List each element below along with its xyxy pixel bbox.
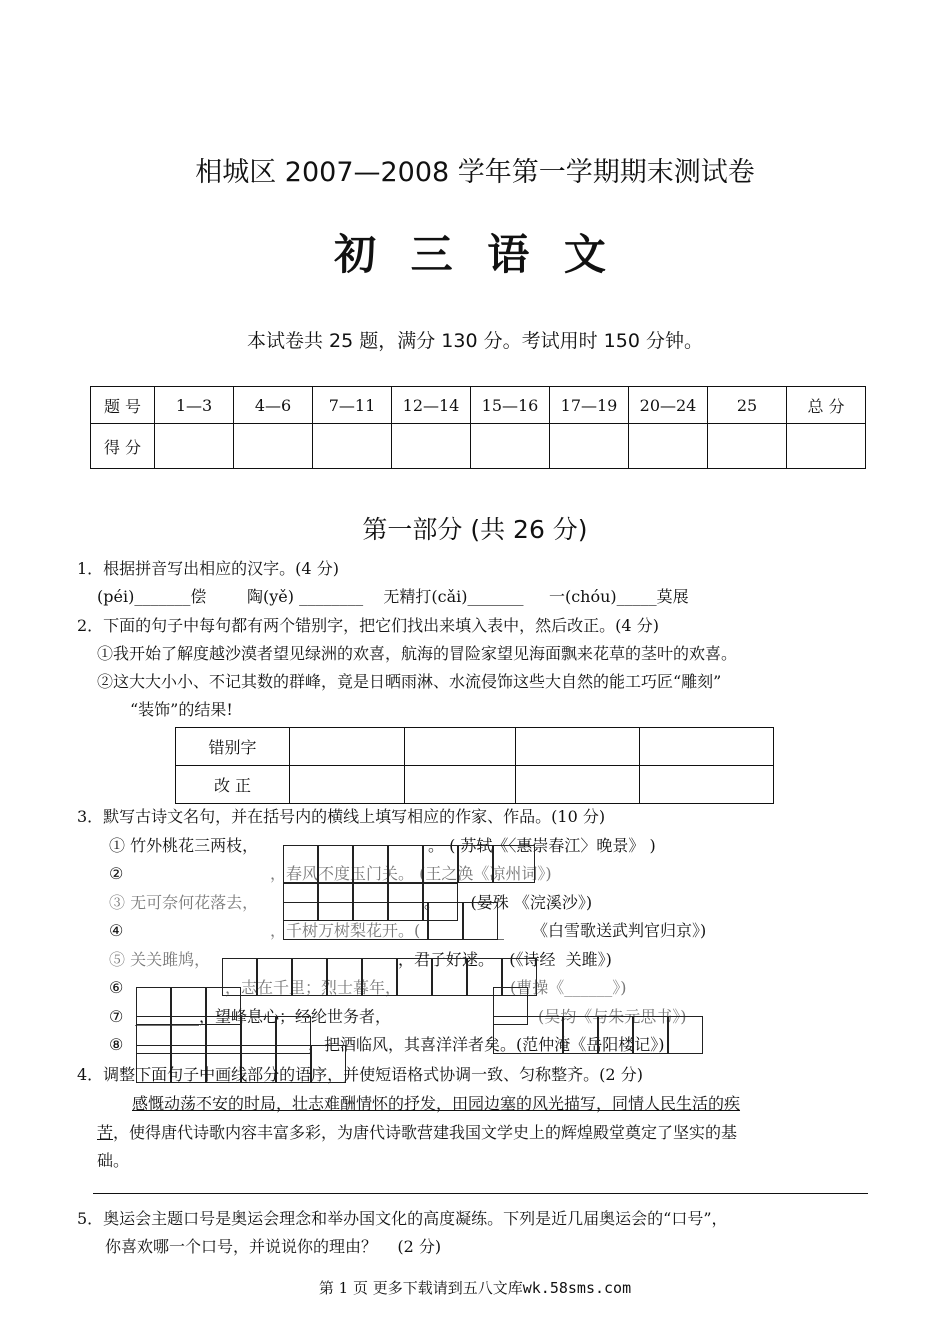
score-header-cell: 12—14 <box>392 387 471 424</box>
score-header-cell: 1—3 <box>155 387 234 424</box>
q4-paragraph-cont: ，使得唐代诗歌内容丰富多彩，为唐代诗歌营建我国文学史上的辉煌殿堂奠定了坚实的基 <box>113 1123 738 1142</box>
q3-line-7c: (吴均《与朱元思书》) <box>538 1007 687 1026</box>
q2-answer-cell[interactable] <box>405 728 516 766</box>
char-box[interactable] <box>283 845 318 883</box>
q2-sentence-2-cont: “装饰”的结果! <box>130 700 233 719</box>
q3-line-3b: 。 (晏殊 《浣溪沙》) <box>424 893 593 912</box>
part-heading: 第一部分 (共 26 分) <box>362 515 588 544</box>
char-box[interactable] <box>397 958 432 996</box>
char-box[interactable] <box>318 845 353 883</box>
char-box[interactable] <box>388 845 423 883</box>
q3-line-4b: ，千树万树梨花开。( <box>270 921 421 940</box>
q3-line-2a: ② <box>109 864 124 883</box>
q2-answer-cell[interactable] <box>405 766 516 804</box>
q3-line-6b: ，志在千里；烈士暮年， <box>225 978 402 997</box>
q3-line-6a: ⑥ <box>109 978 124 997</box>
q3-line-8a: ⑧ <box>109 1035 124 1054</box>
char-box[interactable] <box>493 845 535 883</box>
score-input-cell[interactable] <box>787 424 866 469</box>
q5-stem-cont: 你喜欢哪一个口号，并说说你的理由？ (2 分) <box>105 1237 442 1256</box>
score-input-cell[interactable] <box>313 424 392 469</box>
q2-row-label: 改 正 <box>176 766 290 804</box>
score-input-cell[interactable] <box>708 424 787 469</box>
q4-underlined-end: 苦 <box>97 1123 114 1142</box>
score-table <box>90 386 866 469</box>
exam-info: 本试卷共 25 题，满分 130 分。考试用时 150 分钟。 <box>247 330 703 352</box>
q4-underlined-text: 感慨动荡不安的时局，壮志难酬情怀的抒发，田园边塞的风光描写，同情人民生活的疾 <box>132 1094 741 1113</box>
score-header-cell: 17—19 <box>550 387 629 424</box>
subject-title: 初 三 语 文 <box>334 230 616 279</box>
char-box-row[interactable] <box>283 902 428 940</box>
char-box[interactable] <box>292 958 327 996</box>
q2-answer-cell[interactable] <box>516 766 640 804</box>
score-header-cell: 15—16 <box>471 387 550 424</box>
footer-page-text: 第 1 页 更多下载请到五八文库 <box>318 1279 523 1297</box>
char-box[interactable] <box>563 1016 598 1054</box>
char-box[interactable] <box>327 958 362 996</box>
score-header-cell: 20—24 <box>629 387 708 424</box>
char-box[interactable] <box>257 958 292 996</box>
score-header-cell: 题 号 <box>91 387 155 424</box>
q1-items: (péi)_______偿 陶(yě) ________ 无精打(cǎi)_______ 一(chóu)_____莫展 <box>97 587 689 606</box>
q2-stem: 2．下面的句子中每句都有两个错别字，把它们找出来填入表中，然后改正。(4 分) <box>77 616 659 635</box>
score-header-cell: 4—6 <box>234 387 313 424</box>
q3-line-5b: ，君子好逑。 (《诗经 关雎》) <box>398 950 612 969</box>
score-input-cell[interactable] <box>392 424 471 469</box>
q3-line-3a: ③ 无可奈何花落去， <box>109 893 259 912</box>
q2-row-label: 错别字 <box>176 728 290 766</box>
q3-line-4d: 《白雪歌送武判官归京》) <box>532 921 707 940</box>
q3-line-2b: ，春风不度玉门关。 (王之涣《凉州词》) <box>270 864 552 883</box>
q3-line-7a: ⑦ <box>109 1007 124 1026</box>
q4-stem: 4．调整下面句子中画线部分的语序，并使短语格式协调一致、匀称整齐。(2 分) <box>77 1065 643 1084</box>
q2-sentence-2: ②这大大小小、不记其数的群峰，竟是日晒雨淋、水流侵饰这些大自然的能工巧匠“雕刻” <box>97 672 722 691</box>
char-box[interactable] <box>598 1016 633 1054</box>
exam-title: 相城区 2007—2008 学年第一学期期末测试卷 <box>195 157 755 188</box>
char-box[interactable] <box>463 902 498 940</box>
score-input-cell[interactable] <box>550 424 629 469</box>
answer-line[interactable] <box>93 1193 868 1194</box>
char-box[interactable] <box>493 1016 563 1054</box>
char-box[interactable] <box>633 1016 668 1054</box>
q2-answer-cell[interactable] <box>640 728 774 766</box>
q2-answer-table <box>175 727 774 804</box>
score-header-cell: 25 <box>708 387 787 424</box>
footer-site-link[interactable]: wk.58sms.com <box>522 1279 632 1297</box>
q1-stem: 1．根据拼音写出相应的汉字。(4 分) <box>77 559 339 578</box>
q3-line-8b: ，把酒临风，其喜洋洋者矣。(范仲淹《岳阳楼记》) <box>308 1035 665 1054</box>
char-box[interactable] <box>668 1016 703 1054</box>
score-header-cell: 总 分 <box>787 387 866 424</box>
q3-line-6c: (曹操《______》) <box>510 978 627 997</box>
char-box[interactable] <box>353 845 388 883</box>
q3-line-1a: ① 竹外桃花三两枝， <box>109 836 259 855</box>
q2-answer-cell[interactable] <box>516 728 640 766</box>
char-box[interactable] <box>428 902 463 940</box>
q3-stem: 3．默写古诗文名句，并在括号内的横线上填写相应的作家、作品。(10 分) <box>77 807 606 826</box>
score-input-cell[interactable] <box>471 424 550 469</box>
q2-answer-cell[interactable] <box>290 766 405 804</box>
q4-paragraph-end: 础。 <box>97 1151 130 1170</box>
char-box[interactable] <box>458 845 493 883</box>
score-input-cell[interactable] <box>629 424 708 469</box>
char-box[interactable] <box>362 958 397 996</box>
score-header-cell: 7—11 <box>313 387 392 424</box>
score-input-cell[interactable] <box>155 424 234 469</box>
q2-sentence-1: ①我开始了解度越沙漠者望见绿洲的欢喜，航海的冒险家望见海面飘来花草的茎叶的欢喜。 <box>97 644 738 663</box>
q3-line-4a: ④ <box>109 921 124 940</box>
q3-line-4c: ________ <box>440 921 504 940</box>
q3-line-5a: ⑤ 关关雎鸠， <box>109 950 211 969</box>
q3-line-1b: 。 ( 苏轼《〈惠崇春江〉晚景》 ) <box>428 836 656 855</box>
q5-stem: 5．奥运会主题口号是奥运会理念和举办国文化的高度凝练。下列是近几届奥运会的“口号”， <box>77 1209 728 1228</box>
q3-line-7b: ________，望峰息心；经纶世务者， <box>135 1007 392 1026</box>
char-box[interactable] <box>423 845 458 883</box>
q2-answer-cell[interactable] <box>640 766 774 804</box>
q2-answer-cell[interactable] <box>290 728 405 766</box>
score-row-label: 得 分 <box>91 424 155 469</box>
char-box[interactable] <box>432 958 467 996</box>
score-input-cell[interactable] <box>234 424 313 469</box>
page-footer <box>0 1277 950 1298</box>
